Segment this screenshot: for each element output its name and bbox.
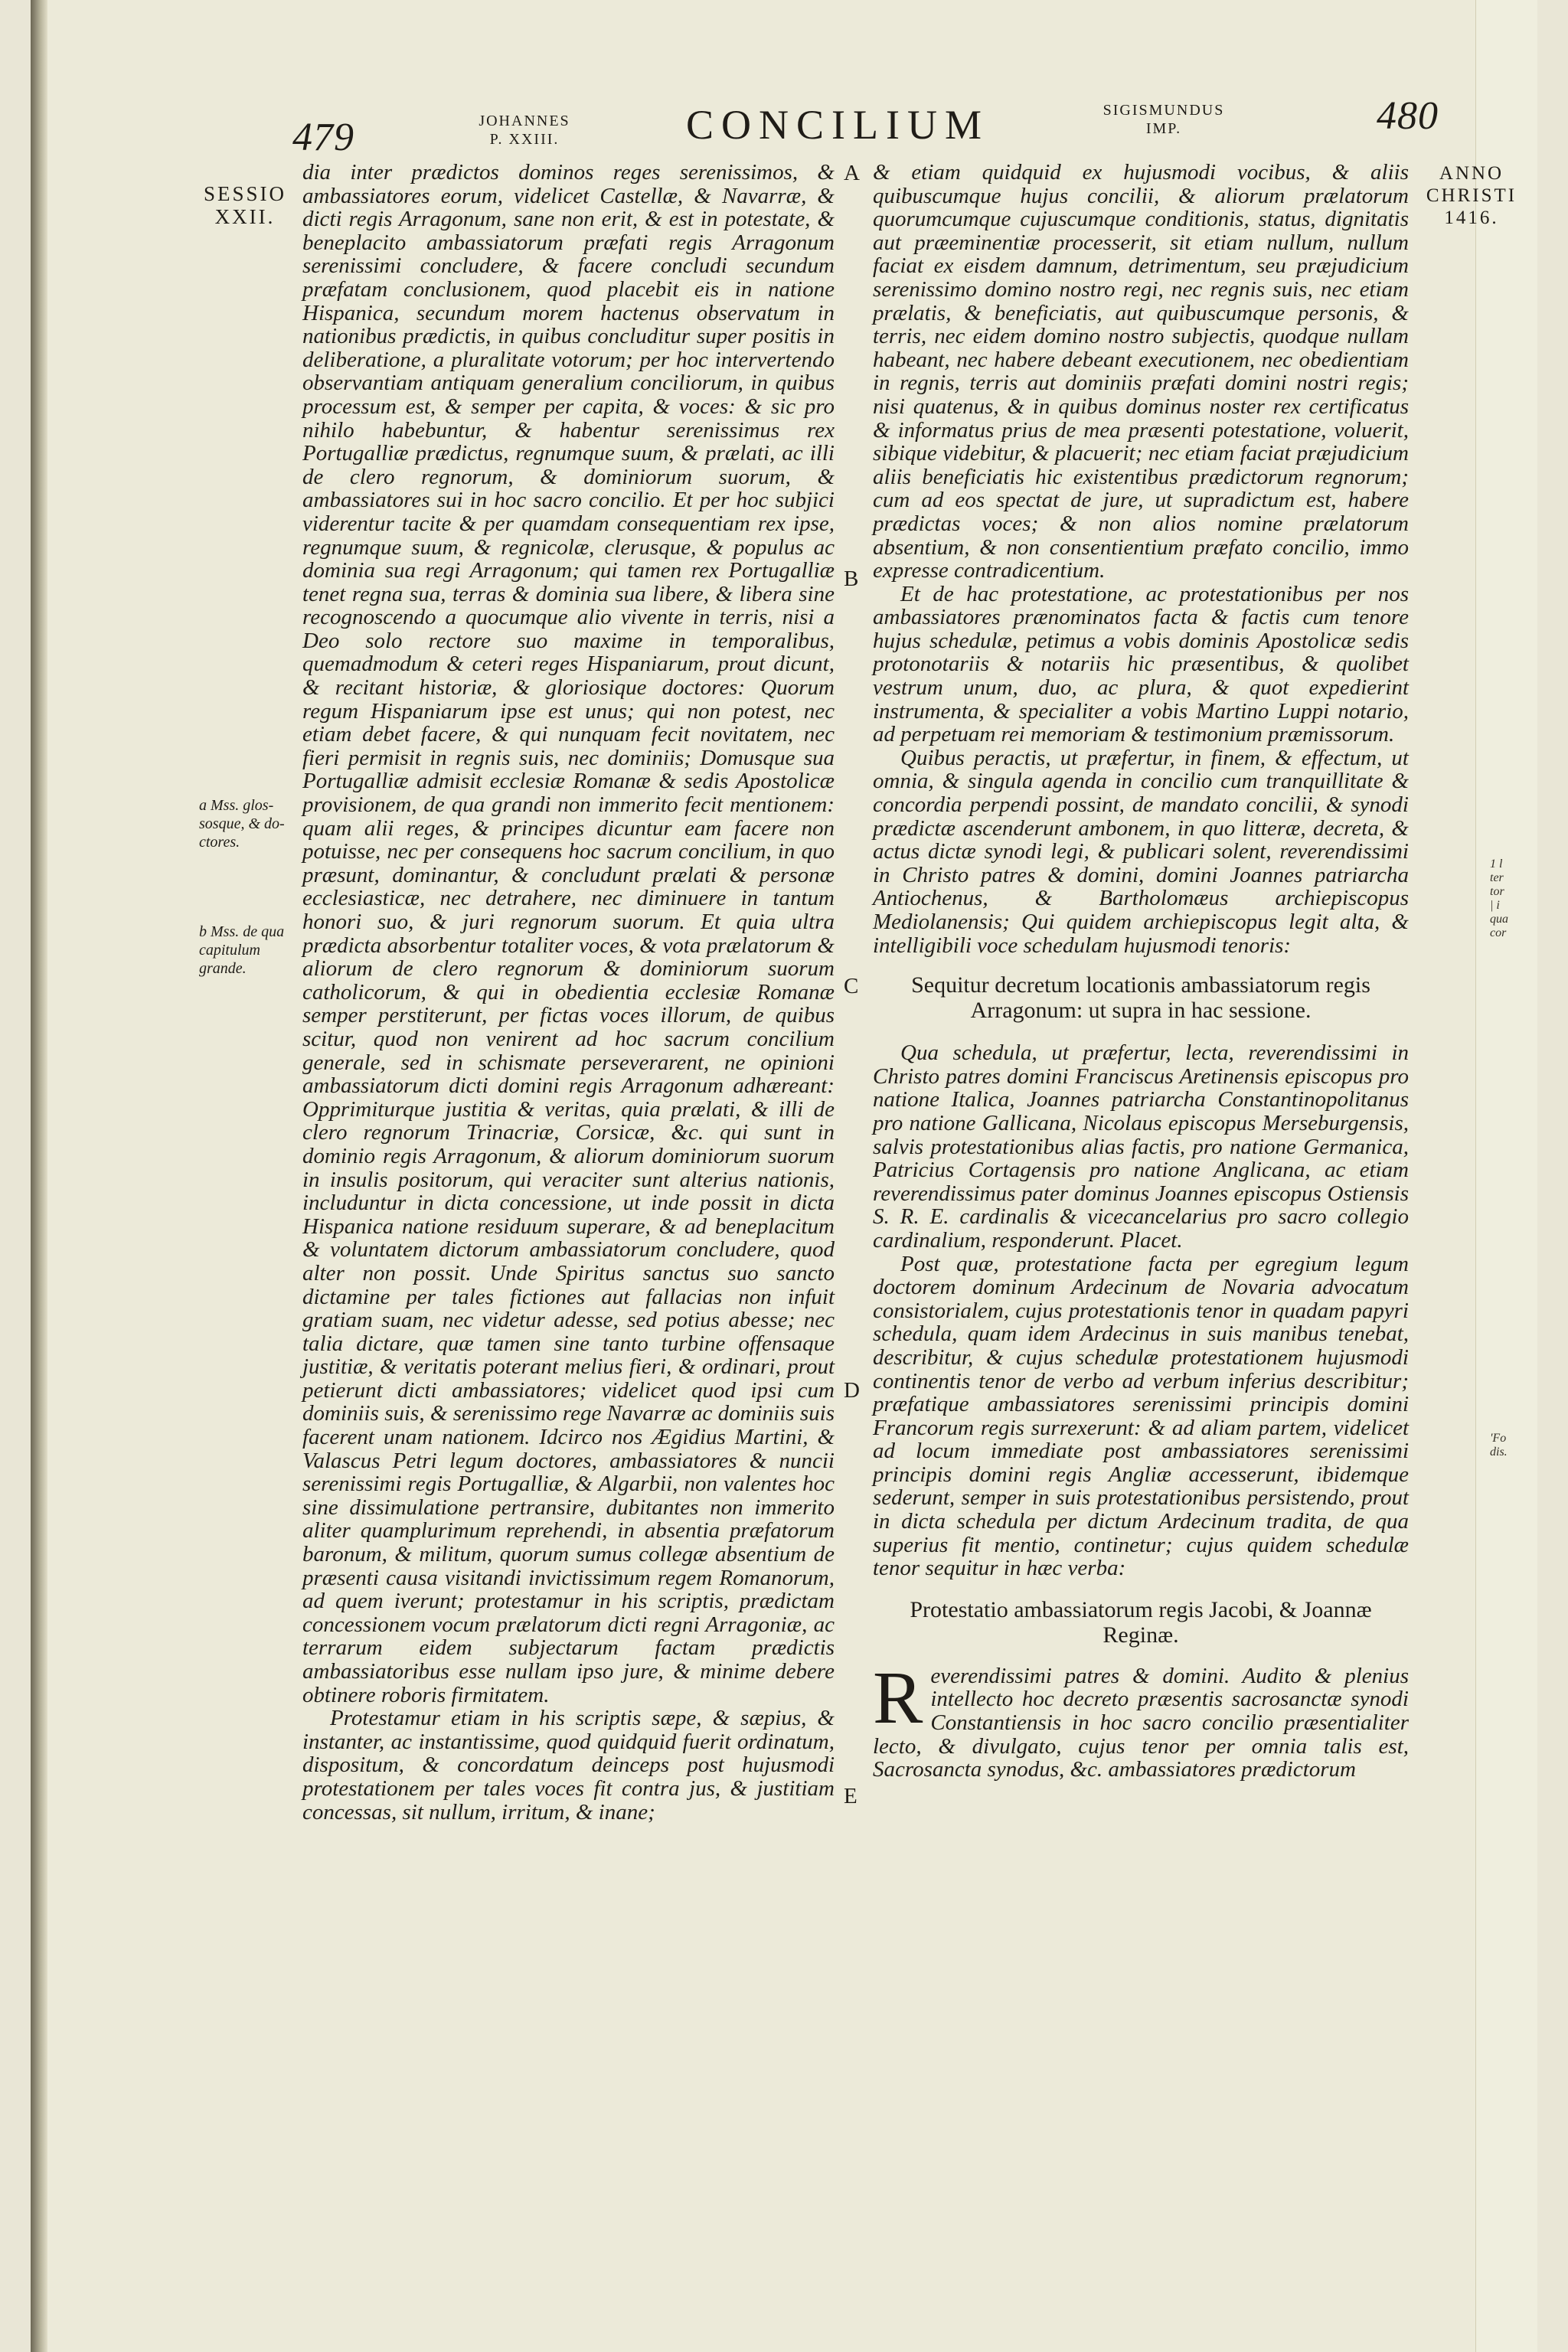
left-page-number: 479 bbox=[292, 116, 354, 159]
left-column bbox=[302, 161, 835, 1824]
section-letter-a: A bbox=[844, 161, 860, 185]
note-line: capitulum bbox=[199, 942, 260, 959]
section-letter-e: E bbox=[844, 1784, 858, 1808]
right-paragraph-1: & etiam quidquid ex hujusmodi vocibus, & aliis quibuscumque hujus concilii, & aliorum prælatorum quorumcumque cujuscumque conditionis, status, dignitatis aut præeminentiæ processerit, sit etiam nullum, nullum faciat ex eisdem damnum, detrimentum, seu præjudicium serenissimo domino nostro regi, nec regnis suis, nec etiam prælatis, & beneficiatis, aut quibuscumque personis, & terris, nec eidem domino nostro subjectis, quodque nullam habeant, nec habere debeant executionem, nec obedientiam in regnis, terris aut dominiis præfati domini nostri regis; nisi quatenus, & in quibus dominus noster rex certificatus & informatus prius de mea præsenti potestatione, voluerit, sibique videbitur, & placuerit; nec etiam faciat præjudicium aliis beneficiatis hic existentibus prædictorum regnorum; cum ad eos spectat de jure, ut supradictum est, habere prædictas voces; & non alios nomine prælatorum absentium, & non consentientium præfato concilio, immo expresse contradicentium. bbox=[873, 160, 1409, 583]
fragment: cor bbox=[1490, 926, 1507, 939]
fragment: 1 l bbox=[1490, 858, 1503, 871]
note-line: grande. bbox=[199, 960, 247, 977]
drop-cap-letter: R bbox=[873, 1656, 923, 1740]
note-line: sosque, & do- bbox=[199, 815, 285, 832]
year-label: 1416. bbox=[1444, 207, 1499, 228]
section-letter-d: D bbox=[844, 1378, 860, 1403]
fragment: qua bbox=[1490, 913, 1508, 926]
section-heading-decretum: Sequitur decretum locationis ambassiatorum regis Arragonum: ut supra in hac sessione. bbox=[911, 972, 1370, 1024]
note-line: ctores. bbox=[199, 834, 240, 851]
right-column bbox=[873, 161, 1409, 1782]
fragment: tor bbox=[1490, 885, 1504, 898]
running-head-line: IMP. bbox=[1145, 120, 1182, 137]
fragment: | i bbox=[1490, 899, 1500, 912]
running-head-line: P. XXIII. bbox=[489, 131, 560, 148]
left-paragraph-1: dia inter prædictos dominos reges serenissimos, & ambassiatores eorum, videlicet Castellæ, & Navarræ, & dicti regis Arragonum, sane non erit, & est in potestate, & beneplacito ambassiatorum præfati regis Arragonum serenissimi concludere, & facere concludi secundum præfatam conclusionem, quod placebit eis in natione Hispanica, secundum morem hactenus observatum in nationibus prædictis, in quibus concluditur super positis in deliberatione, a pluralitate votorum; per hoc intervertendo observantiam antiquam generalium conciliorum, in quibus processum est, & semper per capita, & voces: & sic pro nihilo habebuntur, & habentur serenissimus rex Portugalliæ prædictus, regnumque suum, & prælati, ac illi de clero regnorum, & dominiorum suorum, & ambassiatores sui in hoc sacro concilio. Et per hoc subjici viderentur tacite & per quamdam consequentiam rex ipse, regnumque suum, & regnicolæ, clerusque, & populus ac dominia sua regi Arragonum; qui tamen rex Portugalliæ tenet regna sua, terras & dominia sua libere, & libera sine recognoscendo a quocumque alio vivente in terris, nisi a Deo solo rectore suo maxime in temporalibus, quemadmodum & ceteri reges Hispaniarum, prout dicunt, & recitant historiæ, & gloriosique doctores: Quorum regum Hispaniarum ipse est unus; qui non potest, nec etiam debet facere, & qui nunquam fecit novitatem, nec fieri permisit in regnis suis, nec dominiis; Domusque sua Portugalliæ admisit ecclesiæ Romanæ & sedis Apostolicæ provisionem, de qua grandi non immerito fecit mentionem: quam alii reges, & principes dicuntur eam facere non potuisse, nec per consequens hoc sacrum concilium, in quo præsunt, dominantur, & concludunt prælati & personæ ecclesiasticæ, nec detrahere, nec diminuere in tantum honori suo, & juri regnorum suorum. Et quia ultra prædicta absorbentur totaliter voces, & vota prælatorum & aliorum de clero regnorum & dominiorum suorum catholicorum, & qui in obedientia ecclesiæ Romanæ semper perstiterunt, per fictas voces illorum, de quibus scitur, quod non venirent ad hoc sacrum concilium generale, sed in schismate perseverarent, ne opinioni ambassiatorum dicti domini regis Arragonum adhæreant: Opprimiturque justitia & veritas, quia prælati, & illi de clero regnorum Trinacriæ, Corsicæ, &c. qui sunt in dominio regis Arragonum, & aliorum dominiorum suorum in insulis positorum, qui veraciter sunt alterius nationis, includuntur in dicta concessione, ut inde possit in dicta Hispanica natione residuum superare, & ad beneplacitum & voluntatem dictorum ambassiatorum concludere, quod alter non possit. Unde Spiritus sanctus suo sancto dictamine per tales fictiones aut fallacias non infuit gratiam suam, nec videtur adesse, sed potius abesse; nec talia dictare, quæ tamen sine tanto turbine offensaque justitiæ, & veritatis poterant melius fieri, & ordinari, prout petierunt dicti ambassiatores; videlicet quod ipsi cum dominiis suis, & serenissimo rege Navarræ ac dominiis suis facerent unam nationem. Idcirco nos Ægidius Martini, & Valascus Petri legum doctores, ambassiatores & nuncii serenissimi regis Portugalliæ, & Algarbii, non valentes hoc sine dissimulatione pertransire, dubitantes non immerito aliter quamplurimum reprehendi, in absentia præfatorum baronum, & militum, quorum sumus collegæ absentium de præsenti causa visitandi invictissimum regem Romanorum, ad quem iverunt; protestamur in his scriptis, prædictam concessionem vocum prælatorum dicti regni Arragoniæ, ac terrarum eidem subjectarum factam prædictis ambassiatoribus esse nullam ipso jure, & minime debere obtinere roboris firmitatem. bbox=[302, 160, 835, 1707]
marginal-note-b bbox=[199, 923, 314, 978]
section-letter-b: B bbox=[844, 567, 859, 591]
binding-shadow bbox=[31, 0, 47, 2352]
book-page bbox=[31, 0, 1537, 2352]
page-title: CONCILIUM bbox=[686, 102, 989, 148]
anno-label: ANNO bbox=[1439, 163, 1504, 184]
sessio-marginal bbox=[191, 182, 299, 228]
sessio-label: SESSIO bbox=[203, 182, 287, 205]
right-paragraph-4: Qua schedula, ut præfertur, lecta, reverendissimi in Christo patres domini Franciscus Aretinensis episcopus pro natione Italica, Joannes patriarcha Constantinopolitanus pro natione Gallicana, Nicolaus episcopus Merseburgensis, salvis protestationibus alias factis, pro natione Germanica, Patricius Cortagensis pro natione Anglicana, ac etiam reverendissimus pater dominus Joannes episcopus Ostiensis S. R. E. cardinalis & vicecancelarius pro sacro collegio cardinalium, responderunt. Placet. bbox=[873, 1040, 1409, 1253]
left-running-head bbox=[459, 112, 590, 149]
right-paragraph-5: Post quæ, protestatione facta per egregium legum doctorem dominum Ardecinum de Novaria advocatum consistorialem, cujus protestationis tenor in quadam papyri schedula, quam idem Ardecinus in suis manibus tenebat, describitur, & cujus schedulæ protestationem hujusmodi continentis tenor de verbo ad verbum inferius describitur; præfatique ambassiatores serenissimi principis domini Francorum regis surrexerunt: & ad aliam partem, videlicet ad locum immediate post ambassiatores serenissimi principis domini regis Angliæ accesserunt, ibidemque sederunt, semper in suis protestationibus persistendo, prout in dicta schedula per dictum Ardecinum tradita, de qua superius fit mentio, continetur; cujus quidem schedulæ tenor sequitur in hæc verba: bbox=[873, 1251, 1409, 1581]
right-running-head bbox=[1087, 101, 1240, 138]
running-head-line: SIGISMUNDUS bbox=[1102, 102, 1225, 119]
adjacent-page-fragment bbox=[1490, 858, 1508, 940]
section-letter-c: C bbox=[844, 974, 859, 998]
adjacent-page-edge bbox=[1475, 0, 1537, 2352]
right-paragraph-6-text: everendissimi patres & domini. Audito & plenius intellecto hoc decreto præsentis sacrosanctæ synodi Constantiensis in hoc sacro concilio præsentialiter lecto, & divulgato, cujus tenor per omnia talis est, Sacrosancta synodus, &c. ambassiatores prædictorum bbox=[873, 1663, 1409, 1782]
christi-label: CHRISTI bbox=[1426, 185, 1517, 206]
note-line: a Mss. glos- bbox=[199, 797, 274, 814]
marginal-note-a bbox=[199, 796, 314, 851]
fragment: ter bbox=[1490, 871, 1504, 884]
section-heading-protestatio: Protestatio ambassiatorum regis Jacobi, & Joannæ Reginæ. bbox=[910, 1596, 1372, 1648]
left-paragraph-2: Protestamur etiam in his scriptis sæpe, & sæpius, & instanter, ac instantissime, quod quidquid fuerit ordinatum, dispositum, & concordatum deinceps post hujusmodi protestationem per tales voces fit contra jus, & justitiam concessas, sit nullum, irritum, & inane; bbox=[302, 1706, 835, 1824]
fragment: 'Fo bbox=[1490, 1432, 1507, 1445]
right-paragraph-2: Et de hac protestatione, ac protestationibus per nos ambassiatores prænominatos facta & factis cum tenore hujus schedulæ, petimus a vobis dominis Apostolicæ sedis protonotariis & notariis hic præsentibus, & quolibet vestrum unum, duo, ac plura, & quot expedierint instrumenta, & specialiter a vobis Martino Luppi notario, ad perpetuam rei memoriam & testimonium præmissorum. bbox=[873, 581, 1409, 747]
running-head-line: JOHANNES bbox=[479, 113, 570, 129]
right-page-number: 480 bbox=[1377, 94, 1439, 138]
sessio-number: XXII. bbox=[214, 205, 276, 228]
adjacent-page-fragment bbox=[1490, 1432, 1508, 1459]
right-paragraph-6 bbox=[873, 1656, 1409, 1782]
anno-marginal bbox=[1424, 162, 1519, 229]
fragment: dis. bbox=[1490, 1446, 1508, 1459]
right-paragraph-3: Quibus peractis, ut præfertur, in finem, & effectum, ut omnia, & singula agenda in concilio cum tranquillitate & concordia perpendi possint, de mandato concilii, & synodi prædictæ ascenderunt ambonem, in quo litteræ, decreta, & actus dictæ synodi legi, & publicari solent, reverendissimi in Christo patres & domini, domini Joannes patriarcha Antiochenus, & Bartholomæus archiepiscopus Mediolanensis; Qui quidem archiepiscopus legit alta, & intelligibili voce schedulam hujusmodi tenoris: bbox=[873, 745, 1409, 958]
note-line: b Mss. de qua bbox=[199, 923, 285, 940]
